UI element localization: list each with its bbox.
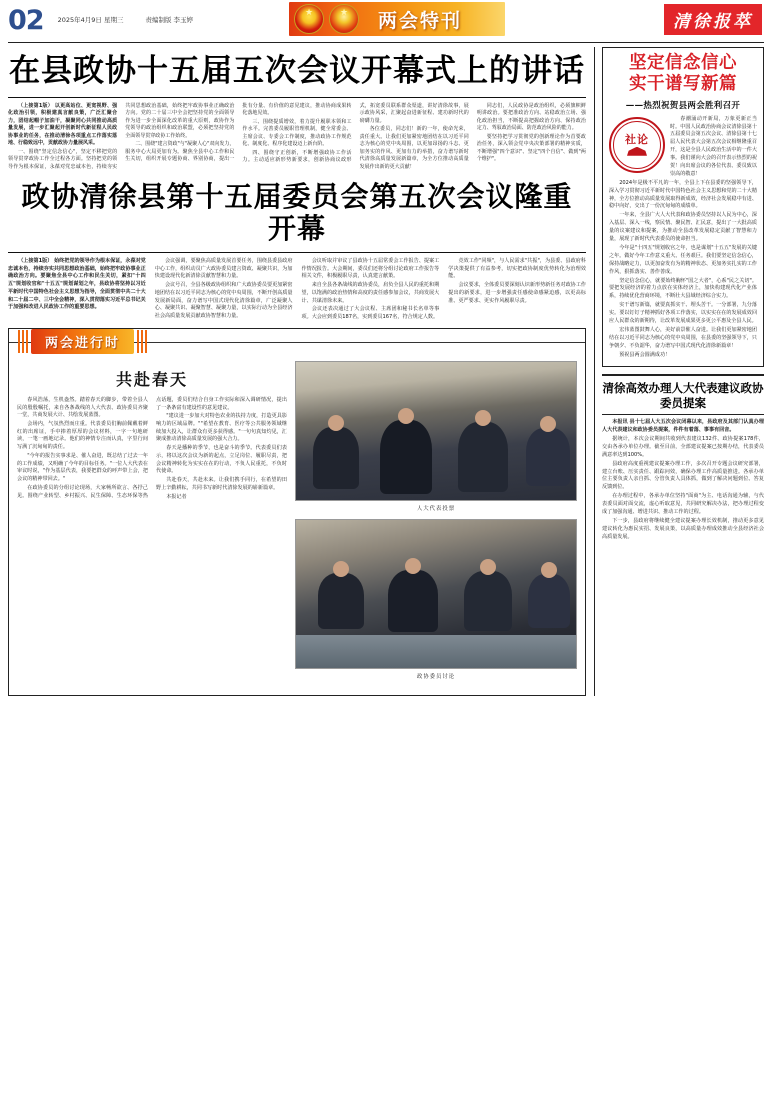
paragraph: 本报记者 [166, 493, 187, 500]
sidebar-news-rule [602, 414, 764, 415]
special-edition-title: 两会特刊 [377, 9, 462, 32]
photo-figure [318, 573, 364, 629]
editorial-title-line1: 坚定信念信心 [629, 53, 737, 73]
publication-date: 2025年4月9日 星期三 [57, 15, 124, 24]
paragraph: 会议听取并审议了县政协十五届常委会工作报告、提案工作情况报告。大会期间，委员们还将分组讨论政府工作报告等相关文件，积极履职尽责，认真建言献策。 [301, 257, 440, 280]
sidebar-column [594, 47, 764, 696]
paragraph: 本报讯 县十七届人大五次会议闭幕以来，县政府及其部门认真办理人大代表建议和政协委员提案，件件有着落、事事有回音。 [602, 419, 764, 434]
paragraph: 各位委员，同志们！新的一年，使命光荣，责任重大。让我们更加紧密地团结在以习近平同志为核心的党中央周围，以更加昂扬的斗志、更加务实的作风、更加有力的举措，奋力谱写新时代清徐高质量发展新篇章，为全方位推动高质量发展作出新的更大贡献！ [359, 126, 469, 170]
feature-body [17, 397, 287, 502]
article2-headline: 政协清徐县第十五届委员会第五次会议隆重开幕 [21, 180, 573, 245]
paragraph: 预祝县两会圆满成功！ [619, 351, 671, 358]
photo-figure [313, 427, 359, 489]
photo1-caption: 人大代表投票 [416, 505, 456, 512]
paragraph: 会议号召，全县各级政协组织和广大政协委员要更加紧密地团结在以习近平同志为核心的党中央周围，不断开创高质量发展新局面，奋力谱写中国式现代化清徐篇章，广泛凝聚人心、凝聚共识、凝聚智慧、凝聚力量，以实际行动为全县经济社会高质量发展贡献政协智慧和力量。 [154, 282, 293, 320]
photo-cppcc-discussion [295, 519, 577, 669]
paragraph: 在办理过程中，各承办单位坚持"面商"为主、电话沟通为辅，与代表委员面对面交流，虚心听取意见，共同研究解决办法，把办理过程变成了加强沟通、增进共识、推动工作的过程。 [602, 493, 764, 515]
editorial-body [609, 116, 757, 360]
photo-figure [464, 571, 512, 631]
paragraph: 2024年是极不平凡的一年，全县上下在县委的坚强领导下，深入学习贯彻习近平新时代中国特色社会主义思想和党的二十大精神，全方位推动高质量发展取得新成效，经济社会发展稳中有进、稳中向好，交出了一份沉甸甸的成绩单。 [609, 179, 757, 210]
paragraph: 县政府高度重视建议提案办理工作，多次召开专题会议研究部署，建立台账、压实责任、跟踪问效，确保办理工作高质量推进。各承办单位主要负责人亲自抓、分管负责人具体抓，做到了解决问题到位、答复反馈到位。 [602, 460, 764, 491]
paragraph: 一、围绕"坚定信念信心"，坚定不移把党的领导贯穿政协工作全过程各方面。坚持把党的领导作为根本保证，永葆对党忠诚本色，持续夯实共同思想政治基础，始终把牢政协事业正确政治方向。党的二十届三中全会把坚持党的全面领导作为进一步全面深化改革的重大原则，政协作为党领导的政治组织和政治联盟，必须把坚持党的全面领导贯穿政协工作始终。 [8, 102, 235, 170]
figure-head [475, 410, 491, 426]
paragraph: 坚定信念信心，就要始终胸怀"国之大者"，心系"民之关切"。要把发展经济的着力点放在实体经济上，加快构建现代化产业体系，持续优化营商环境，不断壮大县域经济综合实力。 [609, 277, 757, 300]
sidebar-divider [602, 374, 764, 376]
photo-figure [388, 570, 438, 632]
masthead-meta [58, 15, 193, 26]
paragraph: 四、围绕守正创新，不断增强政协工作活力。主动适应新形势新要求，创新协商议政形式，拓宽委员联系群众渠道，讲好清徐故事，展示政协风采，汇聚起奋进新征程、建功新时代的磅礴力量。 [242, 102, 469, 164]
paragraph: 会议要求，全体委员要深刻认识新形势新任务对政协工作提出的新要求，进一步增强责任感使命感紧迫感，以更高标准、更严要求、更实作风履职尽责。 [448, 282, 586, 304]
paragraph: 在政协委员的分组讨论现场，大家畅所欲言、各抒己见。围绕产业转型、乡村振兴、民生保障、生态环保等热点话题，委员们结合自身工作实际和深入调研情况，提出了一条条富有建设性的意见建议。 [17, 396, 287, 499]
cppcc-emblem-icon [329, 4, 359, 34]
paragraph: 会议还表决通过了大会议程、主席团和秘书长名单等事项。大会应到委员187名，实到委员167名，符合规定人数。 [301, 306, 440, 321]
photo-figure [380, 420, 432, 494]
paragraph: 下一步，县政府将继续健全建议提案办理长效机制，推动更多意见建议转化为惠民实招、发展良策，以高质量办理成效推动全县经济社会高质量发展。 [602, 517, 764, 540]
editorial-seal-icon [609, 117, 665, 173]
editorial-box [602, 47, 764, 367]
paragraph: 三、围绕提质增效，着力提升履职本领和工作水平。完善委员履职管理机制，健全常委会、主席会议、专委会工作制度，推动政协工作规范化、制度化、程序化建设迈上新台阶。 [242, 118, 352, 148]
paragraph: 一年来，全县广大人大代表和政协委员坚持以人民为中心，深入基层、深入一线，察民情、聚民智、汇民意，提出了一大批高质量的议案建议和提案，为推动全县改革发展稳定贡献了智慧和力量，展现了新时代代表委员的使命担当。 [609, 212, 757, 243]
sidebar-news-item [602, 381, 764, 541]
editorial-title-line2: 实干谱写新篇 [629, 74, 737, 95]
paragraph: "今年的报告实事求是、催人奋进，既总结了过去一年的工作成绩，又明确了今年的目标任务。"一位人大代表在审议时说，"作为基层代表，我要把群众的呼声带上会，把会议的精神带回去。" [17, 452, 148, 483]
newspaper-nameplate: 清徐报萃 [664, 4, 762, 35]
paragraph: 春潮涌动开新局，万象更新正当时。中国人民政治协商会议清徐县第十五届委员会第五次会议、清徐县第十七届人民代表大会第五次会议相继隆重召开，这是全县人民政治生活中的一件大事。我们谨向大会的召开表示热烈的祝贺！向出席会议的各位代表、委员致以崇高的敬意！ [670, 115, 757, 177]
feature-text-column [17, 361, 287, 687]
editor-credit: 责编制版 李玉婷 [145, 15, 194, 24]
photo-figure [458, 422, 508, 492]
feature-title: 共赴春天 [115, 369, 188, 389]
paragraph: 来自全县各条战线的政协委员，肩负全县人民的重托和期望，以饱满的政治热情和高度的责任感参加会议，共商发展大计、共谋清徐未来。 [301, 282, 440, 304]
paragraph: 实干谱写新篇，就要真抓实干、埋头苦干。一分部署，九分落实。要以钉钉子精神抓好各项工作落实，以实实在在的发展成效回应人民群众的新期待，让改革发展成果更多更公平惠及全县人民。 [609, 302, 757, 324]
paragraph: 宏伟蓝图鼓舞人心，美好前景催人奋进。让我们更加紧密地团结在以习近平同志为核心的党中央周围，在县委的坚强领导下，只争朝夕、不负韶华，奋力谱写中国式现代化清徐新篇章！ [609, 326, 757, 349]
photo2-caption: 政协委员讨论 [416, 673, 456, 680]
masthead [8, 0, 764, 40]
paragraph: 今年是"十四五"规划收官之年，也是谋划"十五五"发展的关键之年。做好今年工作意义重大、任务艰巨。我们要坚定信念信心，保持战略定力，以更加奋发有为的精神状态、更加务实扎实的工作作风，狠抓落实、善作善成。 [609, 244, 757, 275]
photo-figure [526, 428, 570, 486]
masthead-rule [8, 42, 764, 43]
photo-delegates-voting [295, 361, 577, 501]
paragraph: 春天是播种的季节，也是奋斗的季节。代表委员们表示，将以这次会议为新的起点，立足岗位、履职尽责，把会议精神转化为实实在在的行动，不负人民重托，不负时代使命。 [156, 445, 287, 475]
paragraph: 要坚持把学习贯彻党的创新理论作为首要政治任务，深入领会党中央决策部署的精神实质，不断增强"四个意识"、坚定"四个自信"、做到"两个维护"。 [476, 133, 586, 163]
photo-figure [528, 574, 570, 628]
article1-rule [8, 97, 586, 98]
article2-body [8, 258, 586, 322]
feature-tag-label: 两会进行时 [31, 329, 134, 354]
national-emblem-icon [294, 4, 324, 34]
figure-head [480, 559, 496, 575]
paragraph: 会场内，气氛热烈而庄重。代表委员们胸前佩戴着鲜红的出席证，手中捧着厚厚的会议材料，一字一句地研读，一笔一画地记录。他们的神情专注而认真，字里行间写满了沉甸甸的责任。 [17, 421, 148, 451]
editorial-seal-text: 社论 [625, 132, 649, 146]
paragraph: 春风浩荡，生机盎然。踏着春天的脚步，带着全县人民的殷殷嘱托，来自各条战线的人大代表、政协委员齐聚一堂，共商发展大计、共绘发展蓝图。 [17, 396, 148, 419]
sidebar-news-headline: 清徐高效办理人大代表建议政协委员提案 [602, 381, 764, 410]
paragraph: （上接第1版） 以更高站位、更宽视野、强化政治引领，积极建真言献良策，广泛汇聚合力，团结起帽子加油干，凝聚同心共同推动高质量发展，进一步汇聚起开创新时代新征程人民政协事业的任务，在推动清徐各项重点工作落实落地、行稳致远中，贡献政协力量展风采。 [8, 102, 118, 147]
editorial-seal-inner [613, 121, 661, 169]
article1-headline: 在县政协十五届五次会议开幕式上的讲话 [9, 53, 585, 89]
feature-tag-bar [9, 329, 585, 355]
figure-head [541, 562, 557, 578]
feature-photo-column [295, 361, 577, 687]
paragraph: 竞效工作"同频"，与人民需求"共振"，为县委、县政府科学决策提供了有益参考，切实把政协制度优势转化为治理效能。 [448, 257, 586, 280]
paragraph: 据统计，本次会议期间共收到代表建议132件、政协提案178件，交由各承办单位办理。截至目前，全部建议提案已按期办结，代表委员满意率达到100%。 [602, 435, 764, 458]
feature-inner [17, 361, 577, 687]
main-column [8, 47, 594, 696]
paragraph: "建议进一步加大对特色农业的扶持力度，打造更具影响力的区域品牌。""希望在教育、医疗等公共服务领域继续加大投入，让群众有更多获得感。"一句句真知灼见，汇聚成推动清徐高质量发展的强大合力。 [156, 413, 287, 443]
paragraph: 同志们，人民政协是政治组织，必须旗帜鲜明讲政治。要把准政治方向、站稳政治立场、强化政治担当，不断提高把握政治方向、保持政治定力、驾驭政治局面、防范政治风险的能力。 [476, 102, 586, 132]
figure-head [328, 415, 344, 431]
page-folio-number: 02 [8, 4, 44, 36]
paragraph: （上接第1版） 始终把党的领导作为根本保证，永葆对党忠诚本色，持续夯实共同思想政治基础，始终把牢政协事业正确政治方向。要聚焦全县中心工作和民生关切，紧扣"十四五"规划收官和"十五五"规划谋划之年，县政协将坚持以习近平新时代中国特色社会主义思想为指导，全面贯彻中共二十大和二十届二中、三中全会精神，深入贯彻落实习近平总书记关于加强和改进人民政协工作的重要思想。 [8, 257, 146, 311]
figure-head [405, 558, 421, 574]
sidebar-news-body [602, 419, 764, 541]
article1-body [8, 103, 586, 172]
government-building-icon [627, 147, 647, 156]
editorial-subtitle: ——热烈祝贺县两会胜利召开 [625, 100, 741, 111]
article2-rule [8, 252, 586, 253]
photo-table [296, 635, 576, 668]
special-edition-banner [289, 2, 505, 36]
paragraph: 二、围绕"建言资政"与"凝聚人心"双向发力，服务中心大局更加有为。聚焦全县中心工作和民生关切，组织开展专题协商、界别协商，提出一批有分量、有价值的意见建议，推动协商成果转化落地见效。 [125, 102, 352, 163]
paragraph: 会议强调，要聚焦高质量发展首要任务，围绕县委县政府中心工作，组织动员广大政协委员建言资政、凝聚共识，为加快建设现代化新清徐贡献智慧和力量。 [154, 257, 293, 280]
paragraph: 共赴春天，共赴未来。让我们携手同行，在希望的田野上辛勤耕耘，共同书写新时代清徐发展的崭新篇章。 [156, 477, 287, 491]
page-content [8, 47, 764, 696]
figure-head [540, 416, 556, 432]
figure-head [398, 408, 414, 424]
feature-section [8, 328, 586, 696]
figure-head [333, 561, 349, 577]
